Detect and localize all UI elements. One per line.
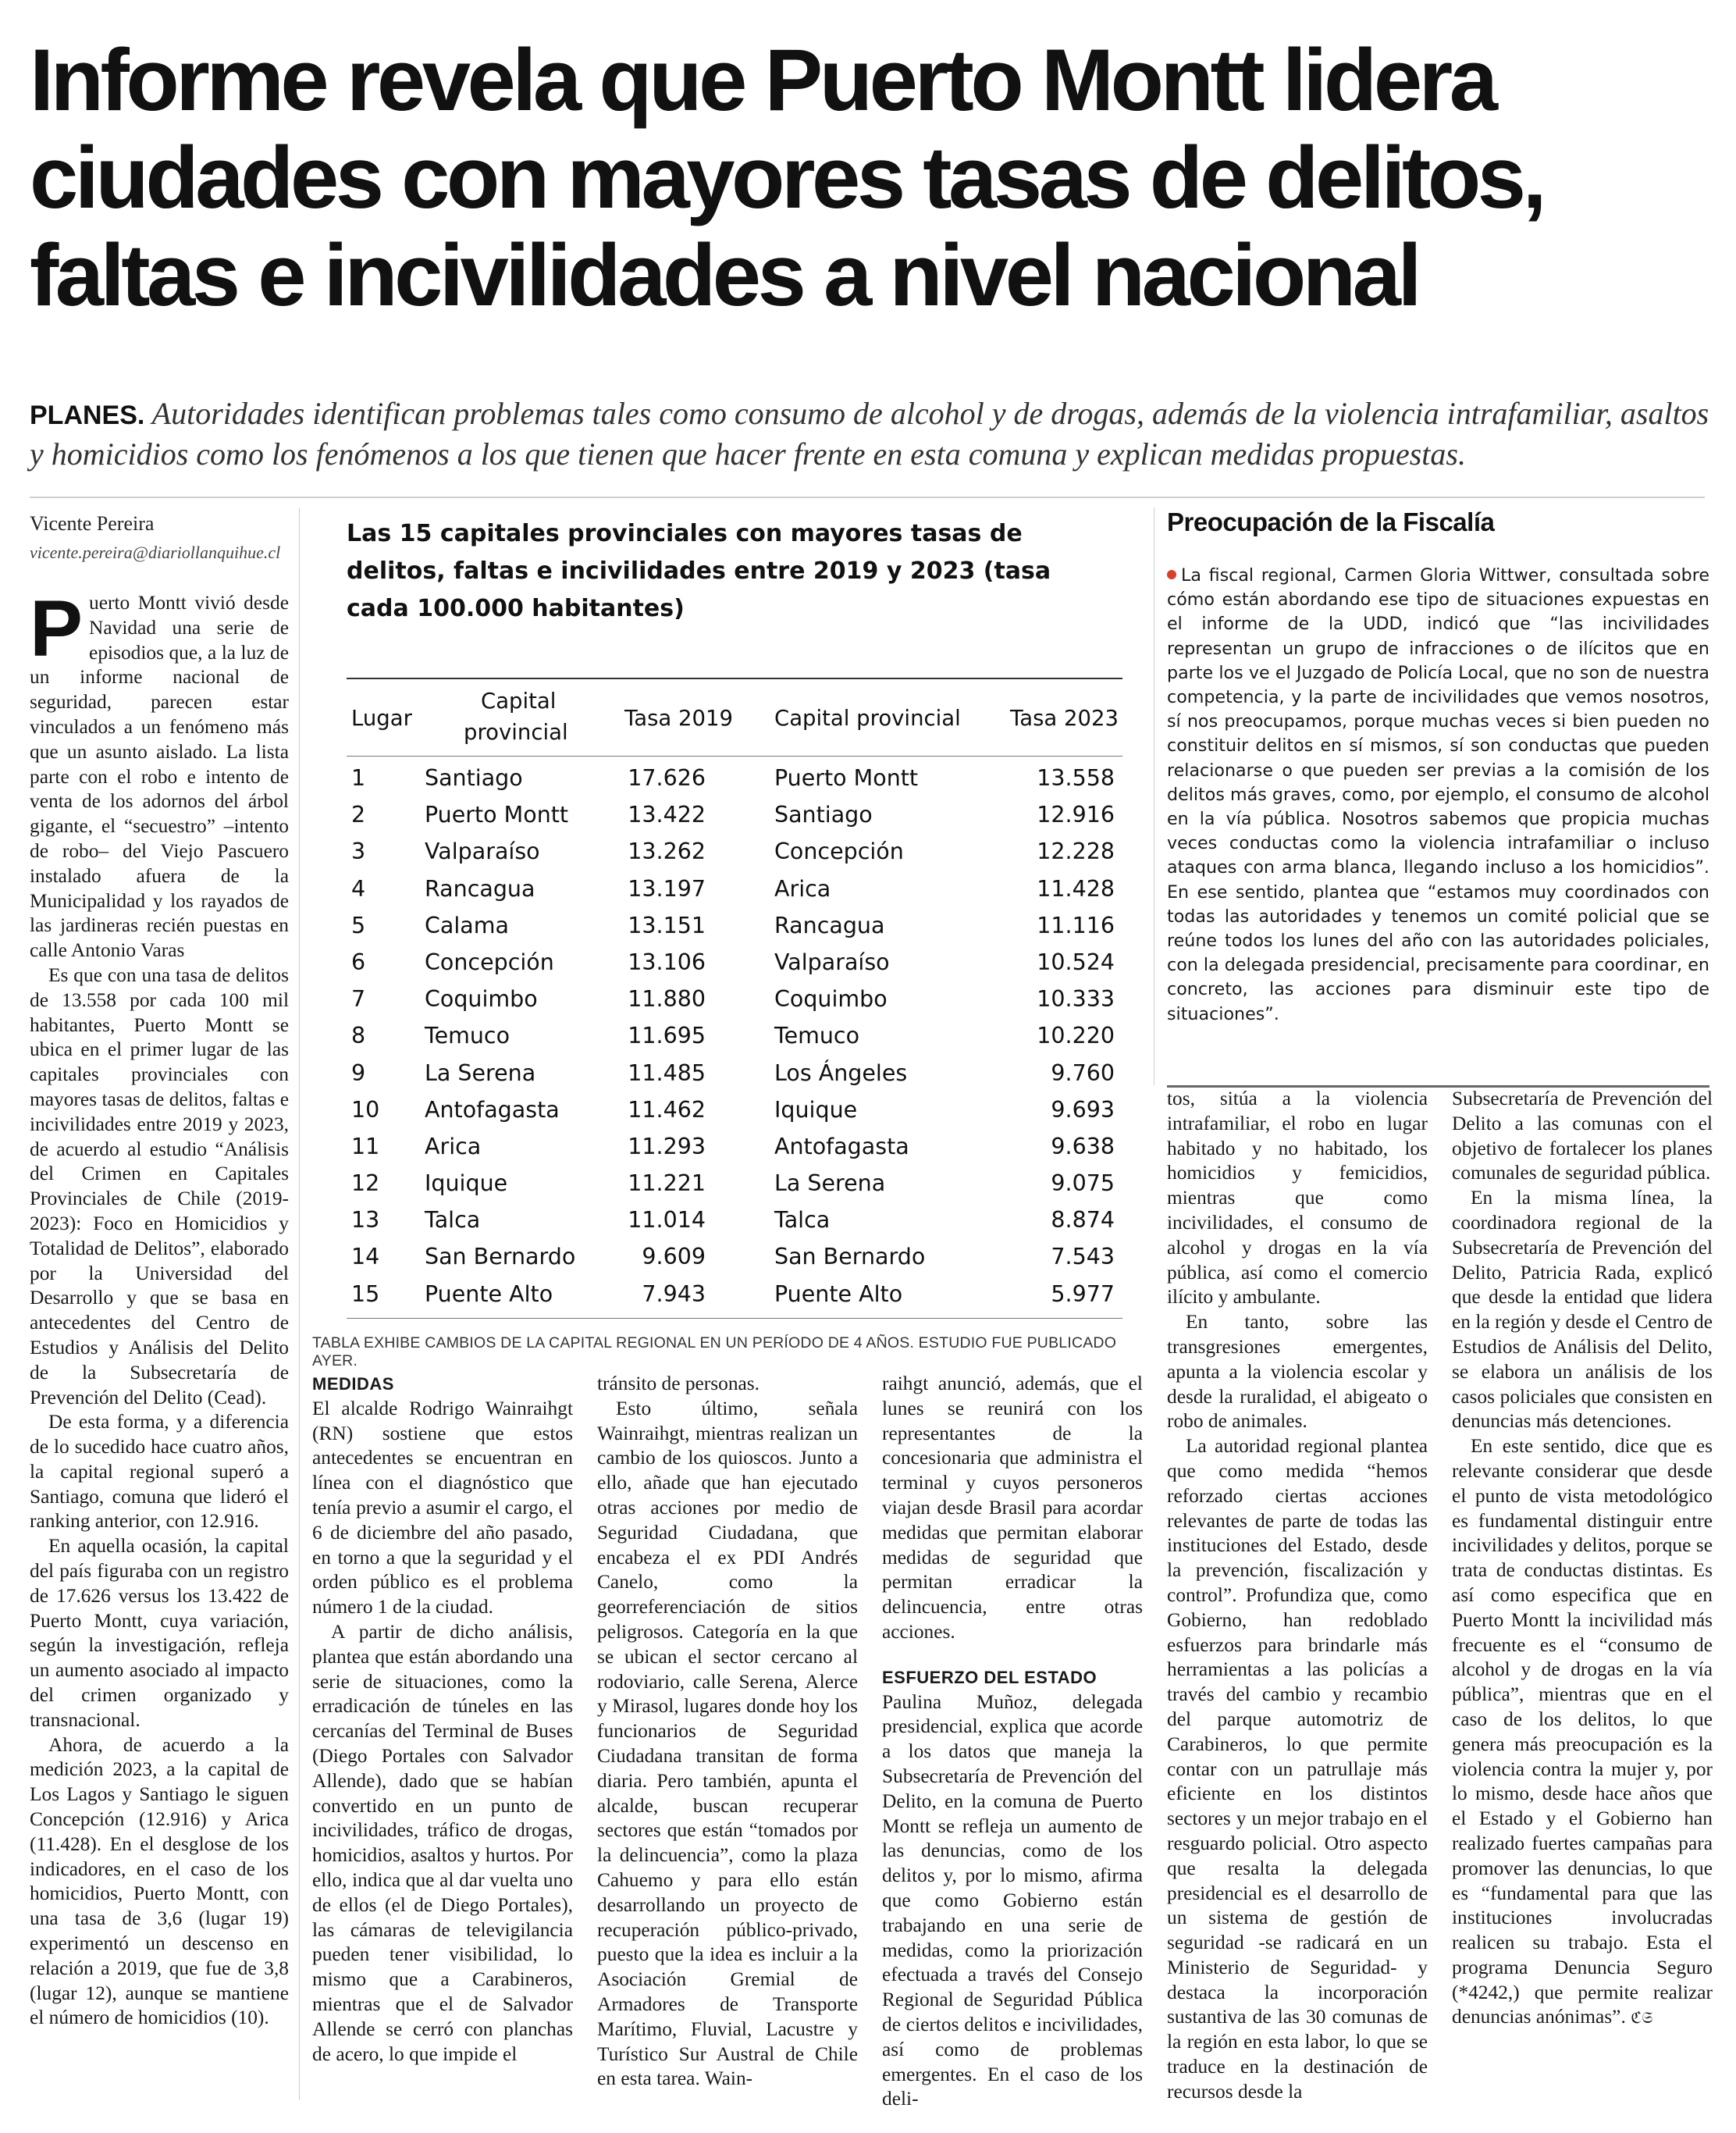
byline-author: Vicente Pereira [30,512,155,535]
table-cell-tasa-2019: 11.880 [628,986,706,1013]
table-row [347,1127,1122,1164]
section-heading-medidas: MEDIDAS [312,1374,394,1394]
table-cell-tasa-2023: 5.977 [1051,1280,1115,1307]
table-row [347,1237,1122,1274]
byline-email[interactable]: vicente.pereira@diariollanquihue.cl [30,543,281,562]
table-cell-lugar: 12 [351,1170,380,1197]
article-column-2 [312,1372,573,2067]
table-rule [347,1318,1122,1319]
table-cell-capital-2019: Calama [425,912,509,938]
table-row [347,1201,1122,1237]
table-cell-capital-2023: La Serena [774,1170,886,1197]
table-cell-tasa-2023: 10.333 [1037,986,1115,1013]
table-cell-lugar: 14 [351,1244,380,1270]
drop-cap: P [30,584,84,673]
article-column-3 [597,1372,858,2092]
col-header-capital-line1: Capital [481,689,557,714]
table-cell-capital-2019: Concepción [425,949,554,975]
paragraph: En la misma línea, la coordinadora regional de la Subsecretaría de Prevención del Delito, Patricia Rada, explicó que desde la entidad que lidera en la región y desde el Centro de Estudios de Análisis del Delito, se elabora un análisis de los casos policiales que consisten en denuncias más detenciones. [1452,1187,1713,1433]
article-column-1 [30,584,289,2031]
table-cell-lugar: 11 [351,1133,380,1159]
table-cell-tasa-2019: 11.221 [628,1170,706,1197]
table-cell-tasa-2023: 11.428 [1037,875,1115,902]
paragraph: Subsecretaría de Prevención del Delito a las comunas con el objetivo de fortalecer los planes comunales de seguridad pública. [1452,1088,1713,1184]
paragraph: tos, sitúa a la violencia intrafamiliar, el robo en lugar habitado y no habitado, los homicidios y femicidios, mientras que como incivilidades, el consumo de alcohol y drogas en la vía pública, así como el comercio ilícito y ambulante. [1167,1088,1428,1309]
table-row [347,870,1122,906]
deck-text: Autoridades identifican problemas tales como consumo de alcohol y de drogas, además de la violencia intrafamiliar, asaltos y homicidios como los fenómenos a los que tienen que hacer frente en esta comuna y explican medidas propuestas. [30,396,1709,472]
bullet-dot-icon [1167,570,1176,579]
table-cell-capital-2023: Talca [774,1207,831,1234]
table-cell-tasa-2019: 17.626 [628,765,706,791]
table-cell-lugar: 2 [351,802,366,828]
table-row [347,906,1122,943]
paragraph: Paulina Muñoz, delegada presidencial, explica que acorde a los datos que maneja la Subsecretaría de Prevención del Delito, en la comuna de Puerto Montt se refleja un aumento de las denuncias, como de los delitos y, por lo mismo, afirma que como Gobierno están trabajando en una serie de medidas, como la priorización efectuada a través del Consejo Regional de Seguridad Pública de ciertos delitos e incivilidades, así como de problemas emergentes. En el caso de los deli- [882,1690,1143,2110]
table-cell-tasa-2019: 11.293 [628,1133,706,1159]
paragraph: En aquella ocasión, la capital del país figuraba con un registro de 17.626 versus los 13.422 de Puerto Montt, cuya variación, según la investigación, refleja un aumento asociado al impacto del crimen organizado y transnacional. [30,1535,289,1731]
table-cell-capital-2019: Puente Alto [425,1280,553,1307]
column-divider [299,507,300,2100]
table-cell-capital-2023: Puerto Montt [774,765,919,791]
table-caption: TABLA EXHIBE CAMBIOS DE LA CAPITAL REGIONAL EN UN PERÍODO DE 4 AÑOS. ESTUDIO FUE PUBLICADO AYER. [312,1334,1117,1369]
table-cell-tasa-2023: 13.558 [1037,765,1115,791]
col-header-tasa-2023: Tasa 2023 [1010,706,1119,731]
table-cell-tasa-2019: 13.422 [628,802,706,828]
table-cell-capital-2019: La Serena [425,1059,536,1086]
table-row [347,1054,1122,1091]
table-cell-tasa-2023: 8.874 [1051,1207,1115,1234]
table-cell-capital-2023: Valparaíso [774,949,890,975]
table-cell-capital-2019: Valparaíso [425,839,540,865]
table-cell-tasa-2019: 9.609 [642,1244,706,1270]
table-cell-tasa-2019: 13.106 [628,949,706,975]
table-cell-capital-2019: Coquimbo [425,986,538,1013]
table-cell-lugar: 1 [351,765,366,791]
table-row [347,1017,1122,1053]
col-header-capital-line2: provincial [464,720,568,745]
table-cell-lugar: 10 [351,1096,380,1123]
table-cell-capital-2019: Santiago [425,765,523,791]
deck-kicker: PLANES. [30,401,145,430]
table-cell-tasa-2023: 11.116 [1037,912,1115,938]
article-column-4 [882,1372,1143,2112]
table-rule [347,678,1122,679]
table-cell-capital-2023: Iquique [774,1096,858,1123]
table-cell-tasa-2023: 12.228 [1037,839,1115,865]
table-cell-lugar: 13 [351,1207,380,1234]
table-cell-lugar: 4 [351,875,366,902]
table-cell-capital-2019: Temuco [425,1023,510,1049]
table-cell-capital-2023: Coquimbo [774,986,888,1013]
table-cell-tasa-2023: 12.916 [1037,802,1115,828]
paragraph: El alcalde Rodrigo Wainraihgt (RN) sostiene que estos antecedentes se encuentran en línea con el diagnóstico que tenía previo a asumir el cargo, el 6 de diciembre del año pasado, en torno a que la seguridad y el orden público es el problema número 1 de la ciudad. [312,1397,573,1618]
table-cell-tasa-2023: 9.638 [1051,1133,1115,1159]
table-row [347,980,1122,1017]
deck [30,394,1724,474]
paragraph: En tanto, sobre las transgresiones emergentes, apunta a la violencia escolar y desde la ruralidad, el abigeato o robo de animales. [1167,1311,1428,1433]
table-cell-capital-2023: Concepción [774,839,904,865]
table-cell-lugar: 6 [351,949,366,975]
table-cell-capital-2019: Antofagasta [425,1096,560,1123]
table-cell-tasa-2023: 9.760 [1051,1059,1115,1086]
paragraph: Ahora, de acuerdo a la medición 2023, a la capital de Los Lagos y Santiago le siguen Concepción (12.916) y Arica (11.428). En el desglose de los indicadores, en el caso de los homicidios, Puerto Montt, con una tasa de 3,6 (lugar 19) experimentó un descenso en relación a 2019, que fue de 3,8 (lugar 12), aunque se mantiene el número de homicidios (10). [30,1733,289,2029]
table-cell-tasa-2019: 13.197 [628,875,706,902]
table-cell-capital-2023: Arica [774,875,831,902]
table-cell-tasa-2019: 11.695 [628,1023,706,1049]
table-cell-lugar: 7 [351,986,366,1013]
table-cell-lugar: 9 [351,1059,366,1086]
paragraph: De esta forma, y a diferencia de lo sucedido hace cuatro años, la capital regional superó a Santiago, comuna que lideró el ranking anterior, con 12.916. [30,1411,289,1533]
table-cell-capital-2023: Puente Alto [774,1280,903,1307]
table-cell-capital-2019: Arica [425,1133,482,1159]
table-cell-capital-2023: Santiago [774,802,873,828]
table-cell-lugar: 8 [351,1023,366,1049]
headline: Informe revela que Puerto Montt lidera ciudades con mayores tasas de delitos, faltas e incivilidades a nivel nacional [30,31,1544,324]
table-cell-lugar: 15 [351,1280,380,1307]
paragraph [1452,1434,1713,2031]
table-cell-lugar: 3 [351,839,366,865]
table-row [347,1091,1122,1127]
table-cell-tasa-2019: 13.151 [628,912,706,938]
table-title: Las 15 capitales provinciales con mayores tasas de delitos, faltas e incivilidades entre 2019 y 2023 (tasa cada 100.000 habitantes) [347,520,1051,622]
sidebar-text: La fiscal regional, Carmen Gloria Wittwer, consultada sobre cómo están abordando ese tipo de situaciones expuestas en el informe de la UDD, indicó que “las incivilidades representan un grupo de infracciones o de ilícitos que en parte los ve el Juzgado de Policía Local, que no son de nuestra competencia, y la parte de incivilidades que vemos nosotros, sí nos preocupamos, porque muchas veces si bien pueden no constituir delitos en sí mismos, sí son conductas que pueden relacionarse o que pueden ser previas a la comisión de los delitos más graves, como, por ejemplo, el consumo de alcohol en la vía pública. Nosotros sabemos que propicia muchas veces conductas como la violencia intrafamiliar o incluso ataques con arma blanca, llegando incluso a los homicidios”. En ese sentido, plantea que “estamos muy coordinados con todas las autoridades y tenemos un comité policial que se reúne todos los lunes del año con las autoridades policiales, con la delegada presidencial, precisamente para coordinar, en concreto, las acciones para disminuir este tipo de situaciones”. [1167,565,1709,1024]
table-body [347,759,1122,1312]
top-divider [30,497,1705,498]
table-header [347,684,1122,754]
table-cell-tasa-2023: 9.693 [1051,1096,1115,1123]
col-header-tasa-2019: Tasa 2019 [624,706,734,731]
table-cell-tasa-2023: 10.524 [1037,949,1115,975]
table-cell-capital-2023: Rancagua [774,912,885,938]
table-cell-capital-2023: Los Ángeles [774,1059,908,1086]
table-cell-capital-2023: Temuco [774,1023,860,1049]
article-column-5 [1167,1087,1428,2105]
table-cell-capital-2019: Iquique [425,1170,508,1197]
table-cell-tasa-2019: 11.014 [628,1207,706,1234]
table-cell-tasa-2019: 11.462 [628,1096,706,1123]
paragraph-text: En este sentido, dice que es relevante considerar que desde el punto de vista metodológico es fundamental distinguir entre incivilidades y delitos, porque se trata de conductas distintas. Es así como especifica que en Puerto Montt la incivilidad más frecuente es el “consumo de alcohol y de drogas en la vía pública”, mientras que en el caso de los delitos, lo que genera más preocupación es la violencia contra la mujer y, por lo mismo, desde hace años que el Estado y el Gobierno han realizado fuertes campañas para promover las denuncias, lo que es “fundamental para que las instituciones involucradas realicen su trabajo. Esta el programa Denuncia Seguro (*4242,) que permite realizar denuncias anónimas”. [1452,1435,1713,2028]
table-row [347,796,1122,832]
table-cell-tasa-2023: 7.543 [1051,1244,1115,1270]
table-cell-tasa-2023: 9.075 [1051,1170,1115,1197]
table-row [347,943,1122,980]
table-row [347,1275,1122,1312]
paragraph: tránsito de personas. [597,1373,760,1394]
paragraph: raihgt anunció, además, que el lunes se reunirá con los representantes de la concesionaria que administra el terminal y cuyos personeros viajan desde Brasil para acordar medidas que permitan elaborar medidas de seguridad que permitan erradicar la delincuencia, entre otras acciones. [882,1373,1143,1643]
paragraph: Es que con una tasa de delitos de 13.558 por cada 100 mil habitantes, Puerto Montt se ubica en el primer lugar de las capitales provinciales con mayores tasas de delitos, faltas e incivilidades entre 2019 y 2023, de acuerdo al estudio “Análisis del Crimen en Capitales Provinciales de Chile (2019-2023): Foco en Homicidios y Totalidad de Delitos”, elaborado por la Universidad del Desarrollo y que se basa en antecedentes del Centro de Estudios y Análisis del Delito de la Subsecretaría de Prevención del Delito (Cead). [30,963,289,1408]
paragraph: La autoridad regional plantea que como medida “hemos reforzado ciertas acciones relevantes de parte de todas las instituciones del Estado, desde la prevención, fiscalización y control”. Profundiza que, como Gobierno, han redoblado esfuerzos para brindarle más herramientas a las policías a través del cambio y recambio del parque automotriz de Carabineros, lo que permite contar con un patrullaje más eficiente en los distintos sectores y un mejor trabajo en el resguardo policial. Otro aspecto que resalta la delegada presidencial es el desarrollo de un sistema de gestión de seguridad -se radicará en un Ministerio de Seguridad- y destaca la incorporación sustantiva de las 30 comunas de la región en esta labor, lo que se traduce en la destinación de recursos desde la [1167,1435,1428,2103]
ranking-table [312,515,1141,1327]
table-cell-tasa-2023: 10.220 [1037,1023,1115,1049]
table-row [347,759,1122,796]
table-row [347,832,1122,869]
article-column-6 [1452,1087,1713,2031]
table-cell-lugar: 5 [351,912,366,938]
table-cell-capital-2019: Puerto Montt [425,802,569,828]
paragraph: A partir de dicho análisis, plantea que están abordando una serie de situaciones, como la erradicación de túneles en las cercanías del Terminal de Buses (Diego Portales con Salvador Allende), dado que se habían convertido en un punto de incivilidades, tráfico de drogas, homicidios, asaltos y hurtos. Por ello, indica que al dar vuelta uno de ellos (el de Diego Portales), las cámaras de televigilancia pueden tener visibilidad, lo mismo que a Carabineros, mientras que el de Salvador Allende se cerró con planchas de acero, lo que impide el [312,1620,573,2065]
table-cell-tasa-2019: 7.943 [642,1280,706,1307]
paragraph: uerto Montt vivió desde Navidad una serie de episodios que, a la luz de un informe nacional de seguridad, parecen estar vinculados a un fenómeno más que un asunto aislado. La lista parte con el robo e intento de venta de los adornos del árbol gigante, el “secuestro” –intento de robo– del Viejo Pascuero instalado afuera de la Municipalidad y los rayados de las jardineras recién puestas en calle Antonio Varas [30,592,289,962]
col-header-lugar: Lugar [351,706,412,731]
section-heading-esfuerzo: ESFUERZO DEL ESTADO [882,1667,1097,1687]
table-cell-capital-2019: San Bernardo [425,1244,576,1270]
table-cell-tasa-2019: 13.262 [628,839,706,865]
table-cell-capital-2019: Rancagua [425,875,535,902]
table-rule [347,756,1122,757]
paragraph: Esto último, señala Wainraihgt, mientras realizan un cambio de los quioscos. Junto a ello, añade que han ejecutado otras acciones por medio de Seguridad Ciudadana, que encabeza el ex PDI Andrés Canelo, como la georreferenciación de sitios peligrosos. Categoría en la que se ubican el sector cercano al rodoviario, calle Serena, Alerce y Mirasol, lugares donde hoy los funcionarios de Seguridad Ciudadana transitan de forma diaria. Pero también, apunta el alcalde, buscan recuperar sectores que están “tomados por la delincuencia”, como la plaza Cahuemo y para ello están desarrollando un proyecto de recuperación público-privado, puesto que la idea es incluir a la Asociación Gremial de Armadores de Transporte Marítimo, Fluvial, Lacustre y Turístico Sur Austral de Chile en esta tarea. Wain- [597,1397,858,2090]
col-header-capital-2023: Capital provincial [774,706,961,731]
sidebar-box [1167,564,1709,1027]
table-cell-capital-2023: Antofagasta [774,1133,909,1159]
sidebar-heading: Preocupación de la Fiscalía [1167,507,1495,536]
end-mark-icon: ℭ𝔖 [1631,2008,1653,2028]
table-cell-capital-2023: San Bernardo [774,1244,926,1270]
table-cell-tasa-2019: 11.485 [628,1059,706,1086]
table-row [347,1164,1122,1201]
table-cell-capital-2019: Talca [425,1207,481,1234]
